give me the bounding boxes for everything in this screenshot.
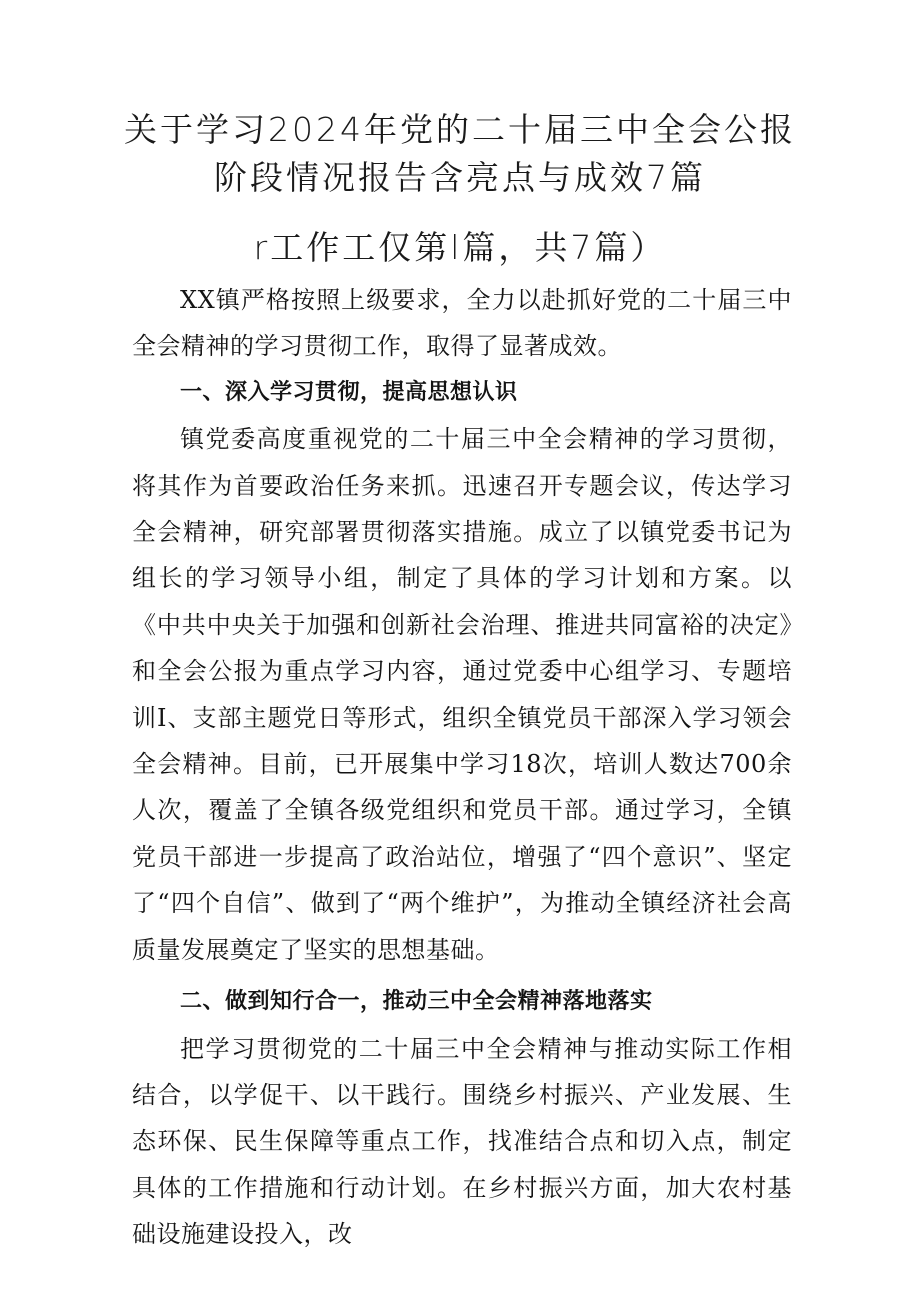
document-title-line-1: 关于学习2024年党的二十届三中全会公报 xyxy=(124,110,796,149)
section-1-heading: 一、深入学习贯彻，提高思想认识 xyxy=(180,379,518,405)
section-2-heading: 二、做到知行合一，推动三中全会精神落地落实 xyxy=(180,989,653,1015)
document-title-line-3: r工作工仅第l篇，共7篇） xyxy=(253,228,667,267)
document-title-line-2: 阶段情况报告含亮点与成效7篇 xyxy=(214,158,706,197)
document-body xyxy=(132,277,792,1258)
section-1-paragraph: 镇党委高度重视党的二十届三中全会精神的学习贯彻，将其作为首要政治任务来抓。迅速召开专题会议，传达学习全会精神，研究部署贯彻落实措施。成立了以镇党委书记为组长的学习领导小组，制定了具体的学习计划和方案。以《中共中央关于加强和创新社会治理、推进共同富裕的决定》和全会公报为重点学习内容，通过党委中心组学习、专题培训I、支部主题党日等形式，组织全镇党员干部深入学习领会全会精神。目前，已开展集中学习18次，培训人数达700余人次，覆盖了全镇各级党组织和党员干部。通过学习，全镇党员干部进一步提高了政治站位，增强了“四个意识”、坚定了“四个自信”、做到了“两个维护”，为推动全镇经济社会高质量发展奠定了坚实的思想基础。 xyxy=(132,425,792,964)
intro-paragraph: XX镇严格按照上级要求，全力以赴抓好党的二十届三中全会精神的学习贯彻工作，取得了显著成效。 xyxy=(132,286,792,361)
section-2-paragraph: 把学习贯彻党的二十届三中全会精神与推动实际工作相结合，以学促干、以干践行。围绕乡村振兴、产业发展、生态环保、民生保障等重点工作，找准结合点和切入点，制定具体的工作措施和行动计划。在乡村振兴方面，加大农村基础设施建设投入，改 xyxy=(132,1034,792,1249)
